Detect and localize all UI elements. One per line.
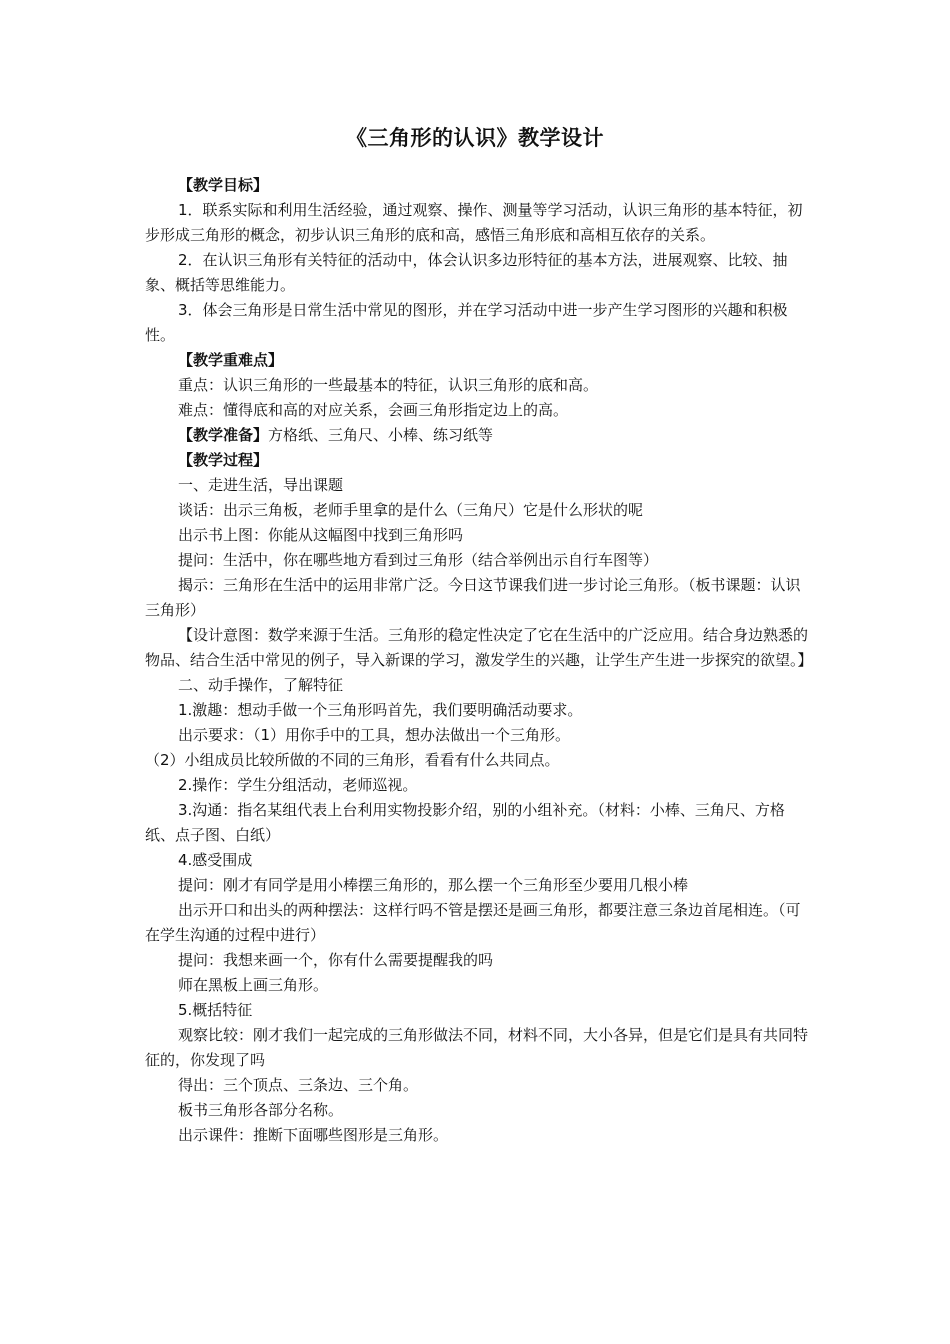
step5-heading: 5.概括特征: [178, 1001, 253, 1019]
difficult-point: 难点：懂得底和高的对应关系，会画三角形指定边上的高。: [178, 401, 569, 419]
step5-line-2: 得出：三个顶点、三条边、三个角。: [178, 1076, 419, 1094]
key-point: 重点：认识三角形的一些最基本的特征，认识三角形的底和高。: [178, 376, 599, 394]
step1-line: 1.激趣：想动手做一个三角形吗首先，我们要明确活动要求。: [178, 701, 583, 719]
preparation-line: [145, 423, 808, 448]
requirement-1: 出示要求：（1）用你手中的工具，想办法做出一个三角形。: [178, 726, 571, 744]
preparation-heading: 【教学准备】: [178, 426, 269, 444]
step4-heading: 4.感受围成: [178, 851, 253, 869]
step4-line-3: 提问：我想来画一个，你有什么需要提醒我的吗: [178, 951, 494, 969]
process-heading: 【教学过程】: [178, 451, 269, 469]
step4-line-1: 提问：刚才有同学是用小棒摆三角形的，那么摆一个三角形至少要用几根小棒: [178, 876, 689, 894]
requirement-2: （2）小组成员比较所做的不同的三角形，看看有什么共同点。: [145, 751, 560, 769]
section2-title: 二、动手操作，了解特征: [178, 676, 344, 694]
section1-line-3: 提问：生活中，你在哪些地方看到过三角形（结合举例出示自行车图等）: [178, 551, 659, 569]
section1-title: 一、走进生活，导出课题: [178, 476, 344, 494]
section1-line-4: 揭示：三角形在生活中的运用非常广泛。今日这节课我们进一步讨论三角形。（板书课题：认识三角形）: [145, 576, 801, 619]
design-intent-paragraph: 【设计意图：数学来源于生活。三角形的稳定性决定了它在生活中的广泛应用。结合身边熟悉的物品、结合生活中常见的例子，导入新课的学习，激发学生的兴趣，让学生产生进一步探究的欲望。】: [145, 626, 813, 669]
key-difficult-heading: 【教学重难点】: [178, 351, 284, 369]
step4-line-4: 师在黑板上画三角形。: [178, 976, 329, 994]
goal-paragraph-3: 3．体会三角形是日常生活中常见的图形，并在学习活动中进一步产生学习图形的兴趣和积极性。: [145, 301, 788, 344]
step2-line: 2.操作：学生分组活动，老师巡视。: [178, 776, 418, 794]
goal-paragraph-2: 2．在认识三角形有关特征的活动中，体会认识多边形特征的基本方法，进展观察、比较、抽象、概括等思维能力。: [145, 251, 788, 294]
step5-line-4: 出示课件：推断下面哪些图形是三角形。: [178, 1126, 449, 1144]
section1-line-2: 出示书上图：你能从这幅图中找到三角形吗: [178, 526, 464, 544]
section1-line-1: 谈话：出示三角板，老师手里拿的是什么（三角尺）它是什么形状的呢: [178, 501, 644, 519]
step5-line-1: 观察比较：刚才我们一起完成的三角形做法不同，材料不同，大小各异，但是它们是具有共同特征的，你发现了吗: [145, 1026, 809, 1069]
document-body: [145, 173, 813, 1148]
step3-line: 3.沟通：指名某组代表上台利用实物投影介绍，别的小组补充。（材料：小棒、三角尺、方格纸、点子图、白纸）: [145, 801, 785, 844]
goals-heading: 【教学目标】: [178, 176, 269, 194]
step4-line-2: 出示开口和出头的两种摆法：这样行吗不管是摆还是画三角形，都要注意三条边首尾相连。（可在学生沟通的过程中进行）: [145, 901, 801, 944]
goal-paragraph-1: 1．联系实际和利用生活经验，通过观察、操作、测量等学习活动，认识三角形的基本特征，初步形成三角形的概念，初步认识三角形的底和高，感悟三角形底和高相互依存的关系。: [145, 201, 803, 244]
document-title: 《三角形的认识》教学设计: [346, 126, 604, 150]
preparation-text: 方格纸、三角尺、小棒、练习纸等: [268, 426, 494, 444]
step5-line-3: 板书三角形各部分名称。: [178, 1101, 344, 1119]
